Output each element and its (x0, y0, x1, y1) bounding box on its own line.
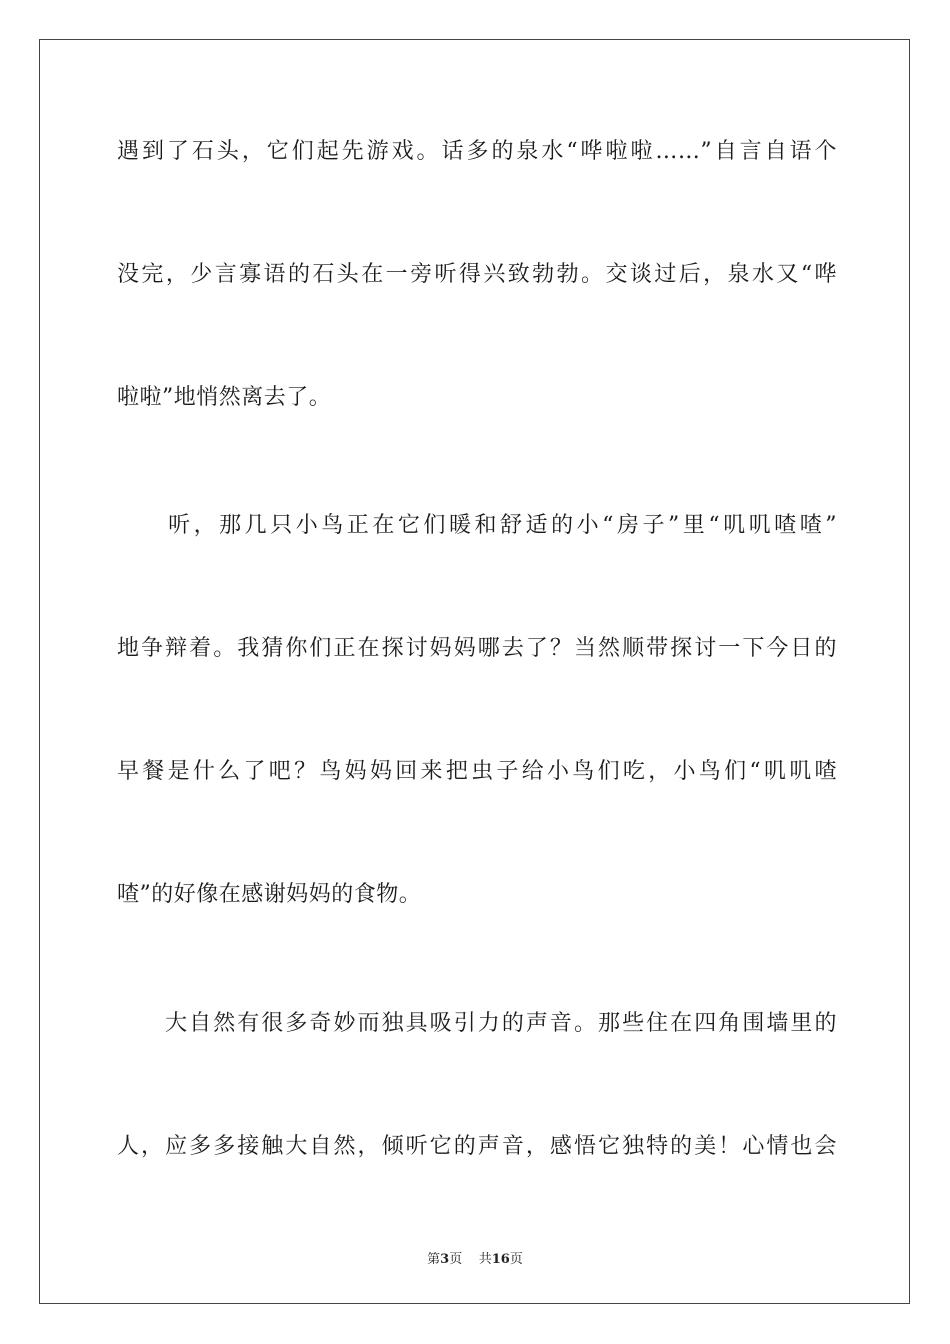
page-footer (0, 1248, 950, 1267)
page-prefix: 第 (427, 1252, 441, 1267)
total-suffix: 页 (509, 1252, 523, 1267)
page-number: 3 (440, 1252, 450, 1267)
text-line-1: 遇到了石头，它们起先游戏。话多的泉水“哗啦啦……”自言自语个 (117, 139, 837, 164)
page-border (39, 39, 910, 1304)
total-prefix: 共 (478, 1252, 492, 1267)
text-line-5: 地争辩着。我猜你们正在探讨妈妈哪去了？当然顺带探讨一下今日的 (117, 636, 837, 661)
text-line-3: 啦啦”地悄然离去了。 (117, 385, 332, 410)
text-line-7: 喳”的好像在感谢妈妈的食物。 (117, 882, 422, 907)
text-line-2: 没完，少言寡语的石头在一旁听得兴致勃勃。交谈过后，泉水又“哗 (117, 262, 837, 287)
text-line-9: 人，应多多接触大自然，倾听它的声音，感悟它独特的美！心情也会 (117, 1134, 837, 1159)
text-line-4: 听，那几只小鸟正在它们暖和舒适的小“房子”里“叽叽喳喳” (117, 513, 837, 538)
total-pages: 16 (491, 1252, 510, 1267)
page-suffix: 页 (449, 1252, 463, 1267)
text-line-8: 大自然有很多奇妙而独具吸引力的声音。那些住在四角围墙里的 (117, 1011, 837, 1036)
text-line-6: 早餐是什么了吧？鸟妈妈回来把虫子给小鸟们吃，小鸟们“叽叽喳 (117, 759, 837, 784)
